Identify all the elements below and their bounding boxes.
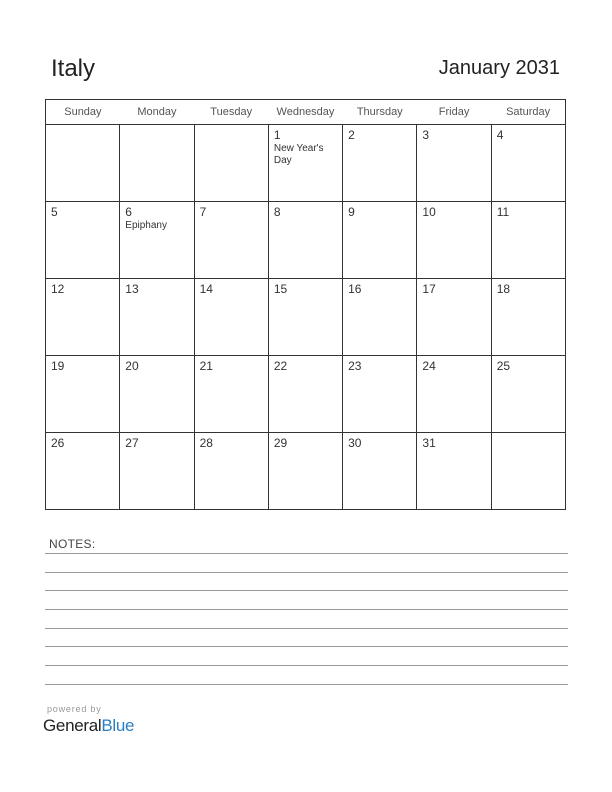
note-line bbox=[45, 646, 568, 647]
weekday-header: Wednesday bbox=[268, 100, 342, 125]
brand-blue: Blue bbox=[101, 716, 135, 735]
calendar-day-cell[interactable] bbox=[268, 125, 342, 202]
day-number: 7 bbox=[199, 205, 207, 219]
calendar-day-cell[interactable] bbox=[343, 433, 417, 510]
day-number: 4 bbox=[496, 128, 504, 142]
day-number: 31 bbox=[422, 436, 436, 450]
day-number: 6 bbox=[125, 205, 132, 219]
note-line bbox=[45, 609, 568, 610]
calendar-day-cell[interactable] bbox=[268, 202, 342, 279]
notes-label: NOTES: bbox=[49, 537, 96, 551]
weekday-header: Tuesday bbox=[194, 100, 268, 125]
note-line bbox=[45, 628, 568, 629]
calendar-week-row bbox=[46, 356, 566, 433]
day-number: 3 bbox=[422, 128, 430, 142]
calendar-day-cell[interactable] bbox=[194, 202, 268, 279]
calendar-day-cell[interactable] bbox=[491, 125, 565, 202]
day-number: 30 bbox=[348, 436, 362, 450]
day-number: 11 bbox=[496, 205, 510, 219]
holiday-label: New Year's Day bbox=[273, 143, 324, 166]
calendar-day-cell[interactable] bbox=[268, 433, 342, 510]
day-number: 10 bbox=[422, 205, 436, 219]
day-number: 29 bbox=[273, 436, 288, 450]
calendar-day-cell[interactable] bbox=[343, 125, 417, 202]
calendar-day-cell[interactable] bbox=[46, 279, 120, 356]
calendar-month-title: January 2031 bbox=[438, 57, 560, 79]
calendar-country-title: Italy bbox=[51, 55, 96, 82]
calendar-day-cell[interactable] bbox=[194, 356, 268, 433]
day-number: 18 bbox=[496, 282, 511, 296]
note-line bbox=[45, 572, 568, 573]
weekday-header: Sunday bbox=[46, 100, 120, 125]
holiday-label: Epiphany bbox=[125, 220, 167, 231]
day-number: 16 bbox=[348, 282, 362, 296]
calendar-day-cell[interactable] bbox=[343, 279, 417, 356]
day-number: 22 bbox=[273, 359, 288, 373]
day-number: 17 bbox=[422, 282, 436, 296]
day-number: 9 bbox=[348, 205, 355, 219]
calendar-day-cell[interactable] bbox=[46, 202, 120, 279]
calendar-grid bbox=[45, 99, 566, 510]
day-number: 23 bbox=[348, 359, 362, 373]
calendar-day-cell[interactable] bbox=[491, 356, 565, 433]
calendar-day-cell[interactable] bbox=[491, 279, 565, 356]
weekday-header: Saturday bbox=[491, 100, 565, 125]
calendar-day-cell[interactable] bbox=[343, 202, 417, 279]
calendar-day-cell[interactable] bbox=[194, 125, 268, 202]
calendar-day-cell[interactable] bbox=[268, 356, 342, 433]
powered-by-text: powered by bbox=[47, 704, 102, 714]
calendar-day-cell[interactable] bbox=[120, 125, 194, 202]
generalblue-logo[interactable] bbox=[43, 716, 134, 736]
day-number: 25 bbox=[496, 359, 511, 373]
calendar-day-cell[interactable] bbox=[120, 279, 194, 356]
weekday-header: Thursday bbox=[343, 100, 417, 125]
calendar-day-cell[interactable] bbox=[46, 125, 120, 202]
weekday-header: Monday bbox=[120, 100, 194, 125]
calendar-day-cell[interactable] bbox=[491, 433, 565, 510]
day-number: 1 bbox=[273, 128, 281, 142]
day-number: 5 bbox=[51, 205, 58, 219]
calendar-day-cell[interactable] bbox=[268, 279, 342, 356]
day-number: 20 bbox=[125, 359, 139, 373]
weekday-header-row bbox=[46, 100, 566, 125]
day-number: 26 bbox=[51, 436, 65, 450]
calendar-day-cell[interactable] bbox=[120, 202, 194, 279]
note-line bbox=[45, 665, 568, 666]
calendar-day-cell[interactable] bbox=[46, 433, 120, 510]
day-number: 14 bbox=[199, 282, 213, 296]
note-line bbox=[45, 684, 568, 685]
day-number: 13 bbox=[125, 282, 139, 296]
calendar-week-row bbox=[46, 125, 566, 202]
day-number: 28 bbox=[199, 436, 213, 450]
brand-general: General bbox=[43, 716, 102, 735]
day-number: 27 bbox=[125, 436, 139, 450]
day-number: 8 bbox=[273, 205, 281, 219]
calendar-day-cell[interactable] bbox=[46, 356, 120, 433]
day-number: 24 bbox=[422, 359, 436, 373]
calendar-week-row bbox=[46, 202, 566, 279]
calendar-day-cell[interactable] bbox=[417, 125, 491, 202]
calendar-day-cell[interactable] bbox=[343, 356, 417, 433]
day-number: 12 bbox=[51, 282, 65, 296]
day-number: 15 bbox=[273, 282, 288, 296]
calendar-day-cell[interactable] bbox=[417, 356, 491, 433]
note-line bbox=[45, 553, 568, 554]
calendar-week-row bbox=[46, 433, 566, 510]
calendar-day-cell[interactable] bbox=[417, 279, 491, 356]
calendar-day-cell[interactable] bbox=[417, 433, 491, 510]
weekday-header: Friday bbox=[417, 100, 491, 125]
calendar-day-cell[interactable] bbox=[491, 202, 565, 279]
calendar-day-cell[interactable] bbox=[417, 202, 491, 279]
calendar-day-cell[interactable] bbox=[120, 433, 194, 510]
calendar-day-cell[interactable] bbox=[194, 433, 268, 510]
calendar-week-row bbox=[46, 279, 566, 356]
calendar-day-cell[interactable] bbox=[194, 279, 268, 356]
day-number: 2 bbox=[348, 128, 355, 142]
calendar-day-cell[interactable] bbox=[120, 356, 194, 433]
day-number: 19 bbox=[51, 359, 65, 373]
note-line bbox=[45, 590, 568, 591]
day-number: 21 bbox=[199, 359, 213, 373]
